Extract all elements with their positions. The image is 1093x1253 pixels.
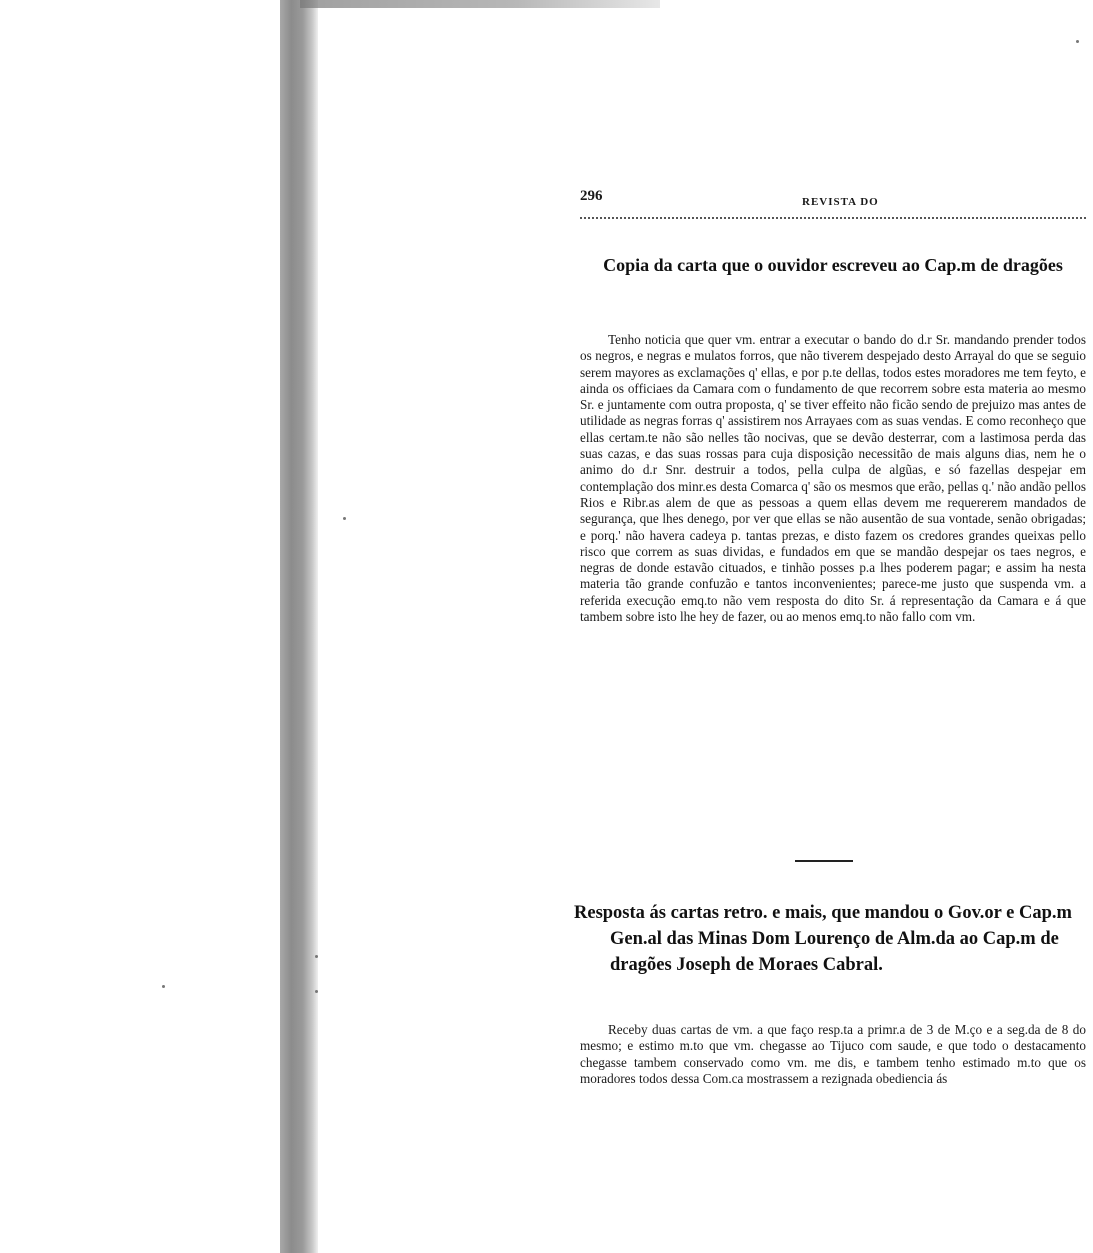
top-edge-shadow: [300, 0, 660, 8]
page-number: 296: [580, 188, 603, 204]
section-title-resposta: Resposta ás cartas retro. e mais, que mandou o Gov.or e Cap.m Gen.al das Minas Dom Lourenço de Alm.da ao Cap.m de dragões Joseph de Moraes Cabral.: [574, 903, 1072, 975]
section-divider: [795, 860, 853, 862]
page-speck: [162, 985, 165, 988]
running-head: REVISTA DO: [802, 196, 879, 208]
page-speck: [315, 955, 318, 958]
page-header: [580, 188, 1086, 214]
section-title-copia-da-carta: Copia da carta que o ouvidor escreveu ao Cap.m de dragões: [603, 255, 1063, 275]
page-speck: [1076, 40, 1079, 43]
page-speck: [315, 990, 318, 993]
header-rule: [580, 217, 1086, 219]
reply-body-paragraph: Receby duas cartas de vm. a que faço resp.ta a primr.a de 3 de M.ço e a seg.da de 8 do mesmo; e estimo m.to que vm. chegasse ao Tijuco com saude, e que todo o destacamento chegasse tambem conservado como vm. me dis, e tambem tenho estimado m.to que os moradores todos dessa Com.ca mostrassem a rezignada obediencia ás: [580, 1022, 1086, 1086]
binding-gutter-shadow: [280, 0, 318, 1253]
page-speck: [343, 517, 346, 520]
letter-body-paragraph: Tenho noticia que quer vm. entrar a executar o bando do d.r Sr. mandando prender todos os negros, e negras e mulatos forros, que não tiverem despejado desto Arrayal do que se seguio serem mayores as exclamações q' ellas, e por p.te dellas, todos estes moradores me tem feyto, e ainda os officiaes da Camara com o fundamento de que recorrem sobre esta materia ao mesmo Sr. e juntamente com outra proposta, q' se tiver effeito não ficão sendo de prejuizo mas antes de utilidade as negras forras q' assistirem nos Arrayaes com as suas vendas. E como reconheço que ellas certam.te não são nelles tão nocivas, que se devão desterrar, com a lastimosa perda das suas cazas, e das suas rossas para cuja disposição necessitão de mais alguns dias, nem he o animo do d.r Snr. destruir a todos, pella culpa de algũas, e só fazellas despejar em contemplação dos minr.es desta Comarca q' são os mesmos que erão, pellas q.' não andão pellos Rios e Ribr.as alem de que as pessoas a quem ellas devem me requererem mandados de segurança, que lhes denego, por ver que ellas se não ausentão de sua vontade, senão obrigadas; e porq.' não havera cadeya p. tantas prezas, e disto fazem os credores grandes queixas pello risco que correm as suas dividas, e fundados em que se mandão despejar os taes negros, e negras de donde estavão cituados, e tinhão posses p.a lhes poderem pagar; e assim ha nesta materia tão grande confuzão e tantos inconvenientes; parece-me justo que suspenda vm. a referida execução emq.to não vem resposta do dito Sr. á representação da Camara e á que tambem sobre isto lhe hey de fazer, ou ao menos emq.to não fallo com vm.: [580, 332, 1086, 625]
